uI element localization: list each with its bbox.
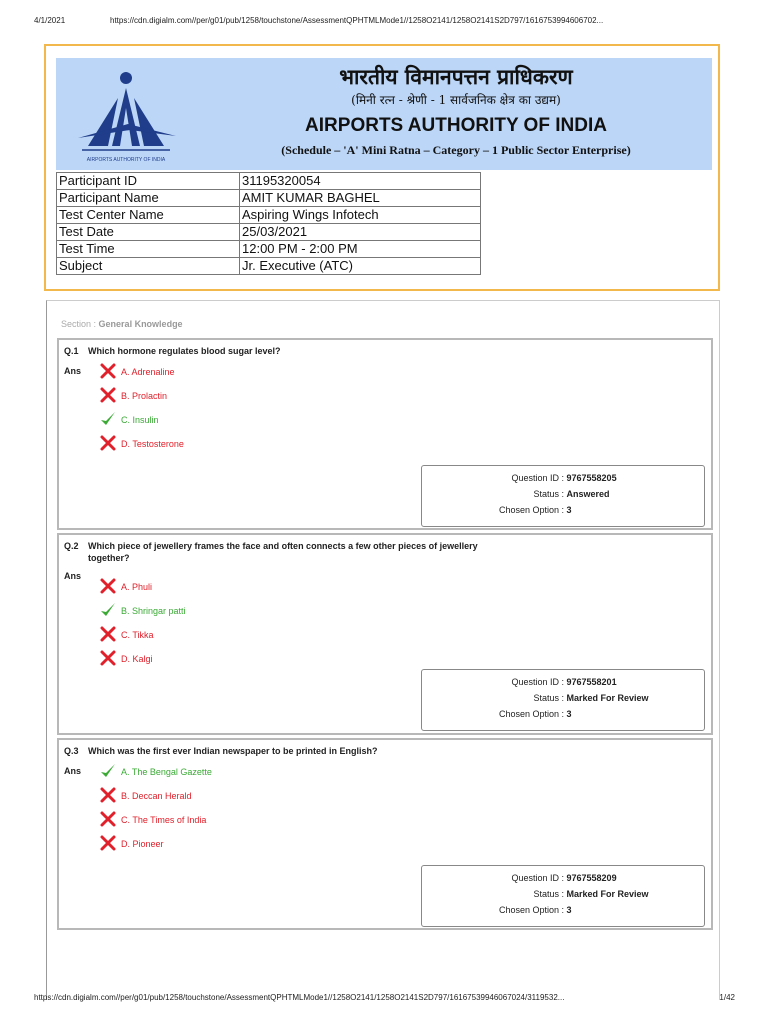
banner-text — [206, 64, 706, 160]
question-text: Which piece of jewellery frames the face and often connects a few other pieces of jewellery together? — [88, 541, 478, 563]
participant-label: Participant Name — [57, 190, 240, 207]
cross-icon — [99, 577, 117, 595]
participant-value: Aspiring Wings Infotech — [240, 207, 481, 224]
hindi-subtitle: (मिनी रत्न - श्रेणी - 1 सार्वजनिक क्षेत्र का उद्यम) — [351, 93, 561, 107]
chosen-option-value: 3 — [566, 905, 572, 915]
participant-label: Test Center Name — [57, 207, 240, 224]
option-text: D. Pioneer — [121, 839, 164, 849]
participant-value: 31195320054 — [240, 173, 481, 190]
aai-logo-icon — [68, 68, 184, 164]
participant-value: 12:00 PM - 2:00 PM — [240, 241, 481, 258]
participant-row — [57, 190, 481, 207]
hindi-title: भारतीय विमानपत्तन प्राधिकरण — [339, 64, 573, 89]
cross-icon — [99, 786, 117, 804]
question-id-value: 9767558209 — [566, 873, 617, 883]
question-id-row — [422, 473, 704, 483]
print-footer — [0, 993, 768, 1007]
chosen-option-row — [422, 905, 704, 915]
header-card — [44, 44, 720, 291]
cross-icon — [99, 625, 117, 643]
option-text: B. Shringar patti — [121, 606, 186, 616]
cross-icon — [99, 386, 117, 404]
option-text: D. Kalgi — [121, 654, 153, 664]
question-text: Which hormone regulates blood sugar level? — [88, 346, 281, 356]
participant-label: Participant ID — [57, 173, 240, 190]
question-id-value: 9767558201 — [566, 677, 617, 687]
print-url[interactable]: https://cdn.digialm.com//per/g01/pub/1258/touchstone/AssessmentQPHTMLMode1//1258O2141/1258O2141S2D797/1616753994606702... — [110, 16, 604, 25]
participant-row — [57, 241, 481, 258]
option-text: A. The Bengal Gazette — [121, 767, 212, 777]
participant-table — [56, 172, 481, 275]
option-text: C. The Times of India — [121, 815, 207, 825]
question-header — [64, 540, 524, 564]
status-row — [422, 889, 704, 899]
question-meta-box — [421, 669, 705, 731]
check-icon — [99, 410, 117, 428]
logo-caption: AIRPORTS AUTHORITY OF INDIA — [86, 157, 166, 163]
section-label — [61, 319, 183, 329]
chosen-option-value: 3 — [566, 709, 572, 719]
option-text: A. Adrenaline — [121, 367, 175, 377]
chosen-option-label: Chosen Option : — [498, 905, 564, 915]
english-subtitle: (Schedule – 'A' Mini Ratna – Category – 1 Public Sector Enterprise) — [281, 143, 631, 157]
ans-label: Ans — [64, 571, 82, 581]
participant-label: Subject — [57, 258, 240, 275]
status-value: Marked For Review — [566, 889, 649, 899]
option-text: B. Deccan Herald — [121, 791, 192, 801]
ans-label: Ans — [64, 766, 82, 776]
question-id-row — [422, 677, 704, 687]
status-row — [422, 693, 704, 703]
footer-url[interactable]: https://cdn.digialm.com//per/g01/pub/1258/touchstone/AssessmentQPHTMLMode1//1258O2141/1258O2141S2D797/16167539946067024/3119532... — [34, 993, 565, 1002]
cross-icon — [99, 810, 117, 828]
chosen-option-row — [422, 709, 704, 719]
option-text: B. Prolactin — [121, 391, 168, 401]
participant-row — [57, 173, 481, 190]
print-header — [0, 16, 768, 30]
section-prefix: Section : — [61, 319, 97, 329]
participant-row — [57, 258, 481, 275]
option-text: D. Testosterone — [121, 439, 184, 449]
question-area — [46, 300, 720, 1000]
status-label: Status : — [533, 693, 564, 703]
check-icon — [99, 601, 117, 619]
status-label: Status : — [533, 489, 564, 499]
question-number: Q.3 — [64, 746, 79, 756]
participant-row — [57, 224, 481, 241]
question-id-label: Question ID : — [511, 473, 564, 483]
participant-label: Test Date — [57, 224, 240, 241]
question-block — [57, 533, 713, 735]
chosen-option-row — [422, 505, 704, 515]
participant-value: 25/03/2021 — [240, 224, 481, 241]
section-name: General Knowledge — [98, 319, 183, 329]
question-number: Q.1 — [64, 346, 79, 356]
ans-label: Ans — [64, 366, 82, 376]
question-meta-box — [421, 465, 705, 527]
check-icon — [99, 762, 117, 780]
cross-icon — [99, 434, 117, 452]
print-date: 4/1/2021 — [34, 16, 66, 25]
status-value: Marked For Review — [566, 693, 649, 703]
cross-icon — [99, 362, 117, 380]
option-text: A. Phuli — [121, 582, 153, 592]
chosen-option-value: 3 — [566, 505, 572, 515]
question-id-value: 9767558205 — [566, 473, 617, 483]
status-value: Answered — [566, 489, 610, 499]
question-header — [64, 345, 524, 357]
participant-label: Test Time — [57, 241, 240, 258]
cross-icon — [99, 834, 117, 852]
status-row — [422, 489, 704, 499]
question-number: Q.2 — [64, 541, 79, 551]
question-block — [57, 738, 713, 930]
question-meta-box — [421, 865, 705, 927]
question-block — [57, 338, 713, 530]
cross-icon — [99, 649, 117, 667]
aai-banner — [56, 58, 712, 170]
participant-value: AMIT KUMAR BAGHEL — [240, 190, 481, 207]
english-title: AIRPORTS AUTHORITY OF INDIA — [305, 115, 607, 136]
participant-row — [57, 207, 481, 224]
question-text: Which was the first ever Indian newspaper to be printed in English? — [88, 746, 378, 756]
chosen-option-label: Chosen Option : — [498, 505, 564, 515]
option-text: C. Tikka — [121, 630, 154, 640]
participant-value: Jr. Executive (ATC) — [240, 258, 481, 275]
question-id-label: Question ID : — [511, 873, 564, 883]
question-id-row — [422, 873, 704, 883]
question-header — [64, 745, 524, 757]
status-label: Status : — [533, 889, 564, 899]
page-number: 1/42 — [719, 993, 735, 1002]
chosen-option-label: Chosen Option : — [498, 709, 564, 719]
option-text: C. Insulin — [121, 415, 159, 425]
question-id-label: Question ID : — [511, 677, 564, 687]
